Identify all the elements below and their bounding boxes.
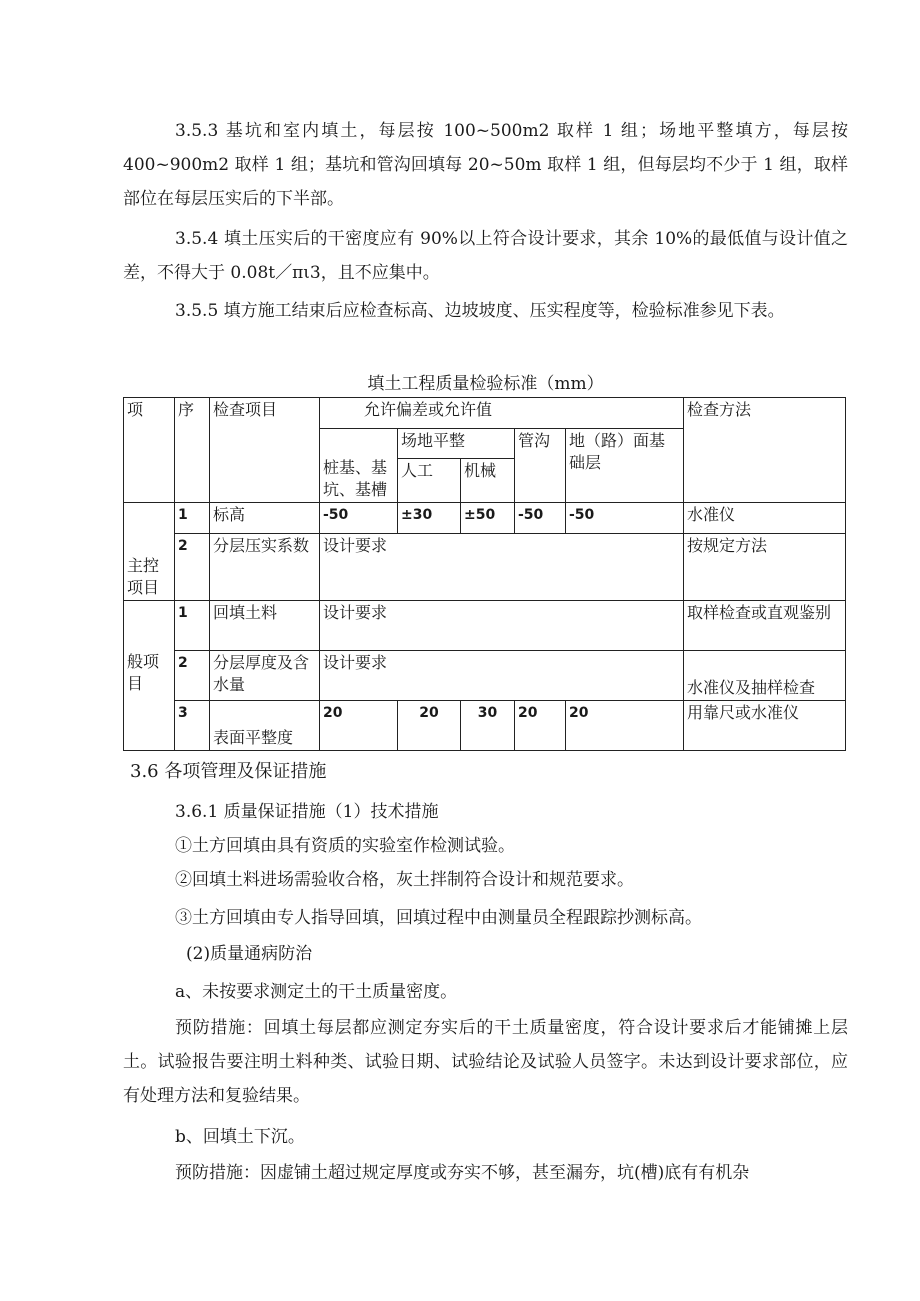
row-manual: 20	[398, 701, 461, 751]
header-road-base: 地（路）面基础层	[566, 429, 684, 503]
header-pile: 桩基、基坑、基槽	[320, 429, 398, 503]
paragraph-3-5-4: 3.5.4 填土压实后的干密度应有 90%以上符合设计要求，其余 10%的最低值与设计值之差，不得大于 0.08t／πι3，且不应集中。	[123, 229, 848, 283]
row-requirement: 设计要求	[320, 601, 684, 651]
table-row	[124, 651, 846, 701]
quality-standard-table	[123, 397, 846, 751]
table-row	[124, 503, 846, 534]
row-pile: -50	[320, 503, 398, 534]
row-requirement: 设计要求	[320, 651, 684, 701]
line-prevention-b: 预防措施：因虚铺土超过规定厚度或夯实不够，甚至漏夯，坑(槽)底有有机杂	[175, 1163, 750, 1183]
row-method: 用靠尺或水准仪	[684, 701, 846, 751]
row-requirement: 设计要求	[320, 534, 684, 601]
header-seq: 序	[175, 398, 210, 503]
line-3-6-1: 3.6.1 质量保证措施（1）技术措施	[175, 802, 439, 822]
header-item: 项	[124, 398, 175, 503]
row-method: 取样检查或直观鉴别	[684, 601, 846, 651]
row-pipe: 20	[515, 701, 566, 751]
row-item: 回填土料	[210, 601, 320, 651]
header-pipe: 管沟	[515, 429, 566, 503]
header-check-item: 检查项目	[210, 398, 320, 503]
line-measure-3: ③土方回填由专人指导回填，回填过程中由测量员全程跟踪抄测标高。	[175, 908, 702, 928]
header-method: 检查方法	[684, 398, 846, 503]
row-pipe: -50	[515, 503, 566, 534]
line-measure-2: ②回填土料进场需验收合格，灰土拌制符合设计和规范要求。	[175, 870, 634, 890]
row-seq: 1	[175, 601, 210, 651]
line-defect-a: a、未按要求测定土的干土质量密度。	[175, 982, 458, 1002]
row-seq: 2	[175, 651, 210, 701]
paragraph-prevention-a: 预防措施：回填土每层都应测定夯实后的干土质量密度，符合设计要求后才能铺摊上层土。试验报告要注明土料种类、试验日期、试验结论及试验人员签字。未达到设计要求部位，应有处理方法和复验结果。	[123, 1018, 848, 1106]
line-measure-1: ①土方回填由具有资质的实验室作检测试验。	[175, 836, 515, 856]
row-item: 分层压实系数	[210, 534, 320, 601]
row-seq: 3	[175, 701, 210, 751]
row-item: 分层厚度及含水量	[210, 651, 320, 701]
row-item: 表面平整度	[210, 701, 320, 751]
paragraph-3-5-5: 3.5.5 填方施工结束后应检查标高、边坡坡度、压实程度等，检验标准参见下表。	[175, 301, 785, 321]
row-road: 20	[566, 701, 684, 751]
table-row	[124, 601, 846, 651]
group-main: 主控项目	[124, 503, 175, 601]
paragraph-3-5-3: 3.5.3 基坑和室内填土，每层按 100~500m2 取样 1 组；场地平整填方，每层按 400~900m2 取样 1 组；基坑和管沟回填每 20~50m 取样 1 组，但每层均不少于 1 组，取样部位在每层压实后的下半部。	[123, 121, 848, 209]
row-manual: ±30	[398, 503, 461, 534]
row-machine: 30	[461, 701, 515, 751]
header-manual: 人工	[398, 459, 461, 503]
header-allowance: 允许偏差或允许值	[320, 398, 684, 429]
row-road: -50	[566, 503, 684, 534]
row-seq: 2	[175, 534, 210, 601]
table-row	[124, 534, 846, 601]
header-machine: 机械	[461, 459, 515, 503]
table-caption: 填土工程质量检验标准（mm）	[367, 374, 604, 394]
row-method: 水准仪及抽样检查	[684, 651, 846, 701]
row-seq: 1	[175, 503, 210, 534]
row-method: 水准仪	[684, 503, 846, 534]
row-pile: 20	[320, 701, 398, 751]
header-site-level: 场地平整	[398, 429, 515, 459]
row-machine: ±50	[461, 503, 515, 534]
table-row	[124, 701, 846, 751]
row-method: 按规定方法	[684, 534, 846, 601]
line-defect-b: b、回填土下沉。	[175, 1127, 305, 1147]
row-item: 标高	[210, 503, 320, 534]
line-common-defects: (2)质量通病防治	[186, 944, 313, 964]
section-heading-3-6: 3.6 各项管理及保证措施	[130, 761, 327, 782]
group-general: 般项目	[124, 601, 175, 751]
